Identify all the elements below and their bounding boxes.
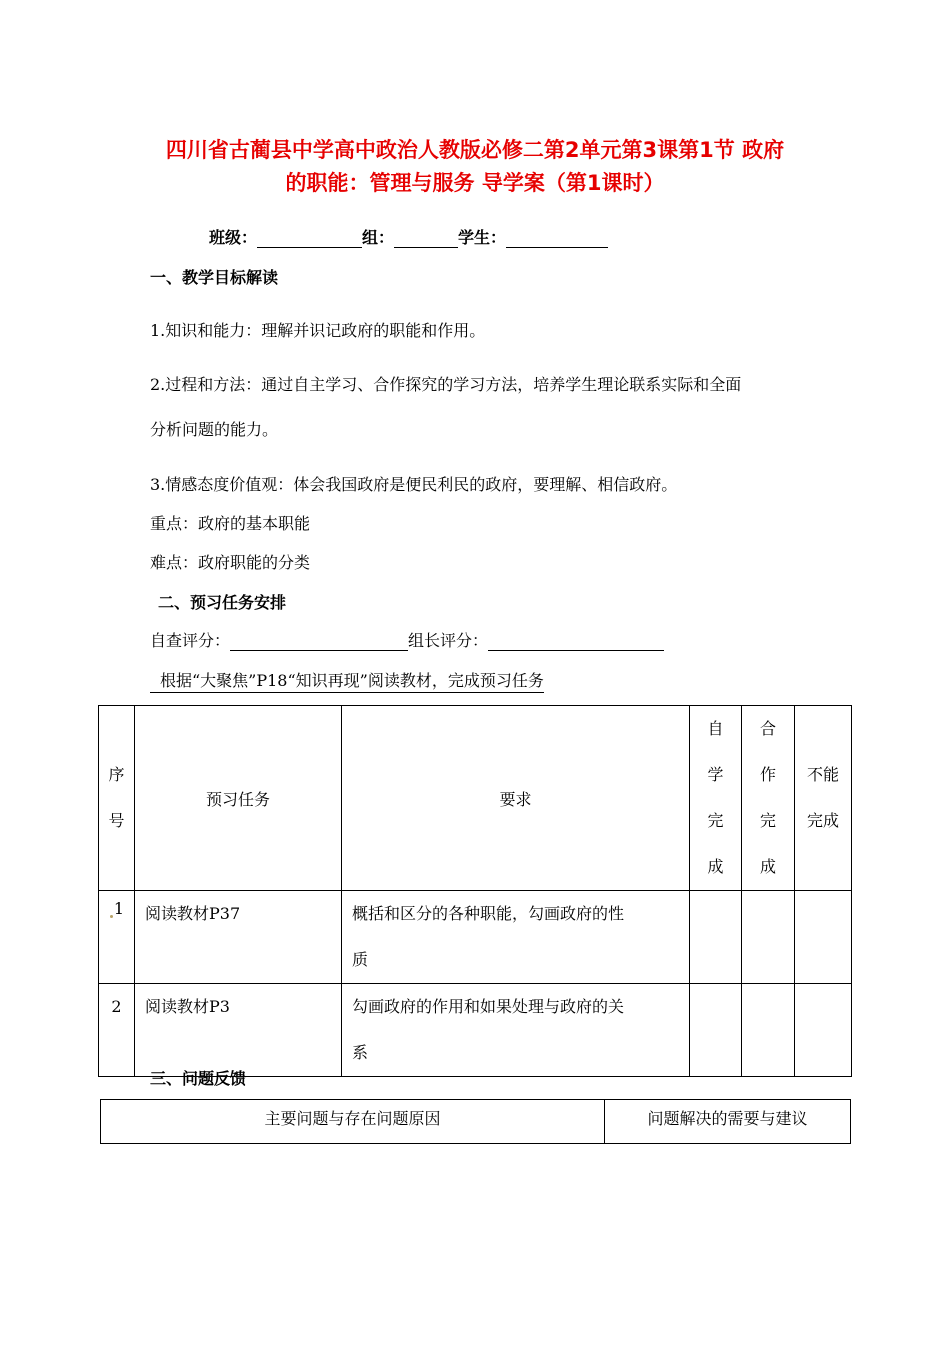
objective-1: 1.知识和能力：理解并识记政府的职能和作用。	[150, 321, 486, 340]
row2-requirement	[342, 984, 690, 1077]
row2-req-line1: 勾画政府的作用和如果处理与政府的关	[352, 997, 625, 1016]
preview-instruction: 根据“大聚焦”P18“知识再现”阅读教材，完成预习任务	[150, 668, 544, 693]
objective-2: 2.过程和方法：通过自主学习、合作探究的学习方法，培养学生理论联系实际和全面	[150, 375, 742, 394]
group-blank[interactable]	[394, 228, 458, 248]
row1-cannot-cell[interactable]	[795, 891, 852, 984]
header-self-4: 成	[707, 857, 724, 876]
student-label: 学生：	[458, 228, 507, 247]
table-row	[99, 984, 852, 1077]
feedback-col-suggestions: 问题解决的需要与建议	[605, 1100, 851, 1144]
header-self-1: 自	[707, 719, 724, 738]
evaluation-line	[150, 628, 664, 651]
header-cannot-complete	[795, 706, 852, 891]
self-eval-blank[interactable]	[230, 632, 408, 651]
row1-no	[99, 891, 135, 984]
header-no	[99, 706, 135, 891]
row2-no: 2	[99, 984, 135, 1077]
section1-heading: 一、教学目标解读	[150, 268, 279, 287]
row2-cannot-cell[interactable]	[795, 984, 852, 1077]
row2-req-line2: 系	[352, 1043, 369, 1062]
objective-2-cont: 分析问题的能力。	[150, 420, 279, 439]
header-requirement: 要求	[342, 706, 690, 891]
feedback-table	[100, 1099, 851, 1144]
row1-req-line1: 概括和区分的各种职能，勾画政府的性	[352, 904, 625, 923]
row2-self-cell[interactable]	[690, 984, 742, 1077]
header-self-complete	[690, 706, 742, 891]
row2-task: 阅读教材P3	[135, 984, 342, 1077]
class-blank[interactable]	[257, 228, 362, 248]
task-table-header-row	[99, 706, 852, 891]
objective-3: 3.情感态度价值观：体会我国政府是便民利民的政府，要理解、相信政府。	[150, 475, 678, 494]
group-label: 组：	[362, 228, 395, 247]
title-line-2: 的职能：管理与服务 导学案（第1课时）	[285, 171, 665, 195]
class-info-line	[209, 225, 608, 248]
section2-heading: 二、预习任务安排	[158, 593, 287, 612]
row1-self-cell[interactable]	[690, 891, 742, 984]
header-no-1: 序	[108, 765, 125, 784]
header-coop-4: 成	[759, 857, 776, 876]
header-self-3: 完	[707, 811, 724, 830]
header-task: 预习任务	[135, 706, 342, 891]
header-coop-1: 合	[759, 719, 776, 738]
row1-task: 阅读教材P37	[135, 891, 342, 984]
leader-eval-label: 组长评分：	[408, 631, 489, 650]
header-cannot-2: 完成	[806, 811, 839, 830]
class-label: 班级：	[209, 228, 258, 247]
section3-heading: 三、问题反馈	[150, 1069, 247, 1088]
header-coop-2: 作	[759, 765, 776, 784]
row2-coop-cell[interactable]	[742, 984, 795, 1077]
student-blank[interactable]	[506, 228, 608, 248]
document-title	[60, 134, 890, 200]
header-cannot-1: 不能	[806, 765, 839, 784]
title-line-1: 四川省古蔺县中学高中政治人教版必修二第2单元第3课第1节 政府	[165, 138, 785, 162]
table-row	[99, 891, 852, 984]
row1-no-text: 1	[113, 899, 125, 918]
leader-eval-blank[interactable]	[488, 632, 664, 651]
row1-coop-cell[interactable]	[742, 891, 795, 984]
row1-req-line2: 质	[352, 950, 369, 969]
header-no-2: 号	[108, 811, 125, 830]
feedback-header-row	[101, 1100, 851, 1144]
header-self-2: 学	[707, 765, 724, 784]
difficulty-point: 难点：政府职能的分类	[150, 553, 311, 572]
self-eval-label: 自查评分：	[150, 631, 231, 650]
header-coop-3: 完	[759, 811, 776, 830]
preview-task-table	[98, 705, 852, 1077]
key-point: 重点：政府的基本职能	[150, 514, 311, 533]
header-coop-complete	[742, 706, 795, 891]
row1-requirement	[342, 891, 690, 984]
feedback-col-problems: 主要问题与存在问题原因	[101, 1100, 605, 1144]
